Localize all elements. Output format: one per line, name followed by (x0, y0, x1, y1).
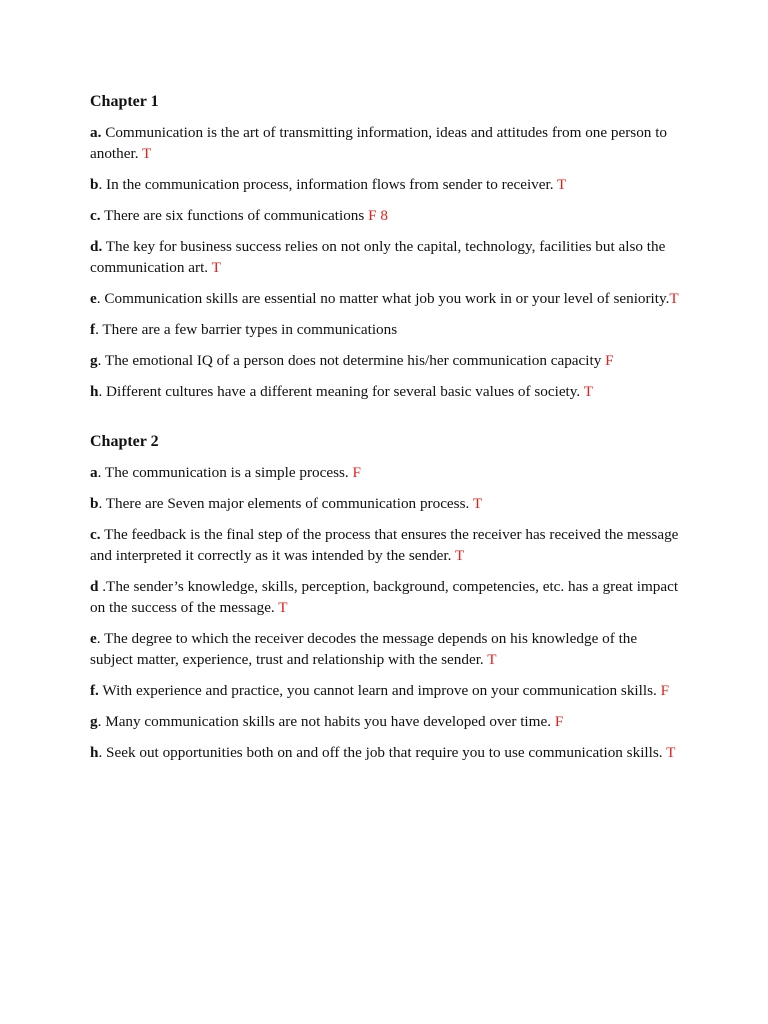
item-text: . The emotional IQ of a person does not determine his/her communication capacity (97, 352, 606, 369)
item-text: .The sender’s knowledge, skills, perception, background, competencies, etc. has a great impact on the success of the message. (90, 578, 679, 616)
answer-mark: T (669, 290, 679, 307)
answer-mark: T (472, 495, 483, 512)
item-label: h (90, 383, 99, 400)
answer-mark: F (660, 682, 670, 699)
answer-mark: F 8 (368, 207, 388, 224)
answer-mark: T (211, 259, 221, 276)
question-item (90, 742, 680, 763)
chapter-title: Chapter 1 (90, 93, 159, 110)
item-label: f (90, 321, 96, 338)
question-item (90, 381, 680, 402)
question-item (90, 628, 680, 670)
item-label: c. (90, 526, 101, 543)
item-text: . There are a few barrier types in communications (95, 321, 398, 338)
item-text: . Seek out opportunities both on and off the job that require you to use communication skills. (98, 744, 667, 761)
answer-mark: T (454, 547, 465, 564)
item-label: b (90, 495, 99, 512)
item-text: . In the communication process, information flows from sender to receiver. (98, 176, 558, 193)
question-item (90, 350, 680, 371)
item-label: e (90, 290, 97, 307)
question-item (90, 711, 680, 732)
question-item (90, 319, 680, 340)
item-label: b (90, 176, 99, 193)
question-item (90, 205, 680, 226)
document-page (90, 92, 680, 773)
item-label: c. (90, 207, 101, 224)
question-item (90, 236, 680, 278)
item-text: . The degree to which the receiver decodes the message depends on his knowledge of the subject matter, experience, trust and relationship with the sender. (90, 630, 638, 668)
item-label: g (90, 713, 98, 730)
question-item (90, 524, 680, 566)
answer-mark: F (352, 464, 361, 481)
item-label: a. (90, 124, 102, 141)
question-item (90, 174, 680, 195)
answer-mark: T (278, 599, 288, 616)
item-text: . Communication skills are essential no matter what job you work in or your level of seniority. (96, 290, 670, 307)
question-item (90, 576, 680, 618)
chapter-1-section (90, 92, 680, 402)
answer-mark: T (583, 383, 593, 400)
question-item (90, 680, 680, 701)
answer-mark: F (605, 352, 614, 369)
item-label: d. (90, 238, 103, 255)
item-text: With experience and practice, you cannot learn and improve on your communication skills. (98, 682, 661, 699)
item-text: Communication is the art of transmitting information, ideas and attitudes from one person to another. (90, 124, 668, 162)
question-item (90, 288, 680, 309)
item-text: . Different cultures have a different meaning for several basic values of society. (98, 383, 584, 400)
item-text: The feedback is the final step of the process that ensures the receiver has received the message and interpreted it correctly as it was intended by the sender. (90, 526, 679, 564)
answer-mark: F (554, 713, 564, 730)
item-text: . The communication is a simple process. (97, 464, 353, 481)
question-item (90, 462, 680, 483)
item-label: d (90, 578, 99, 595)
item-label: a (90, 464, 98, 481)
item-label: f. (90, 682, 99, 699)
answer-mark: T (666, 744, 676, 761)
chapter-2-section (90, 432, 680, 763)
item-label: h (90, 744, 99, 761)
chapter-title: Chapter 2 (90, 433, 159, 450)
answer-mark: T (142, 145, 152, 162)
item-label: g (90, 352, 98, 369)
answer-mark: T (487, 651, 497, 668)
item-label: e (90, 630, 97, 647)
question-item (90, 122, 680, 164)
item-text: . There are Seven major elements of communication process. (98, 495, 473, 512)
item-text: . Many communication skills are not habits you have developed over time. (97, 713, 555, 730)
item-text: There are six functions of communications (100, 207, 369, 224)
answer-mark: T (557, 176, 567, 193)
question-item (90, 493, 680, 514)
item-text: The key for business success relies on not only the capital, technology, facilities but also the communication art. (90, 238, 666, 276)
